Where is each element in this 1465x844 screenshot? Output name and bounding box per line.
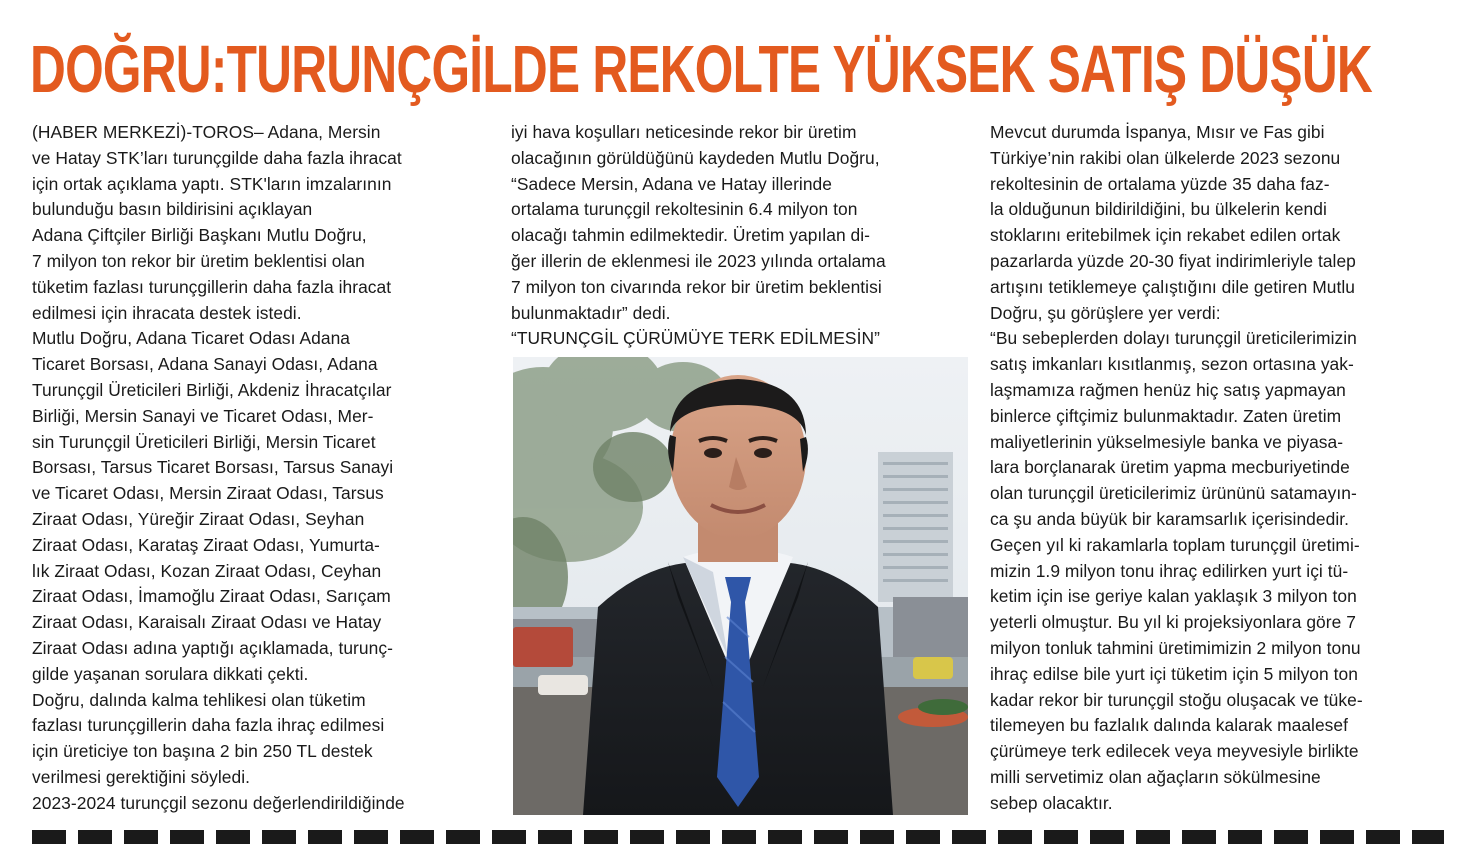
article-column-1 (32, 120, 502, 817)
paragraph: 2023-2024 turunçgil sezonu değerlendirildiğinde (32, 792, 405, 813)
paragraph: Mutlu Doğru, Adana Ticaret Odası Adana Ticaret Borsası, Adana Sanayi Odası, Adana Turunçgil Üreticileri Birliği, Akdeniz İhracatçılar Birliği, Mersin Sanayi ve Ticaret Odası, Mer- sin Turunçgil Üreticileri Birliği, Mersin Ticaret Borsası, Tarsus Ticaret Borsası, Tarsus Sanayi ve Ticaret Odası, Mersin Ziraat Odası, Tarsus Ziraat Odası, Yüreğir Ziraat Odası, Seyhan Ziraat Odası, Karataş Ziraat Odası, Yumurta- lık Ziraat Odası, Kozan Ziraat Odası, Ceyhan Ziraat Odası, İmamoğlu Ziraat Odası, Sarıçam Ziraat Odası, Karaisalı Ziraat Odası ve Hatay Ziraat Odası adına yaptığı açıklamada, turunç- gilde yaşanan sorulara dikkati çekti. (32, 328, 394, 684)
headline: DOĞRU:TURUNÇGİLDE REKOLTE YÜKSEK SATIŞ DÜŞÜK (30, 32, 1372, 107)
dashed-separator (32, 830, 1444, 844)
article-photo (513, 357, 968, 815)
subheading: “TURUNÇGİL ÇÜRÜMÜYE TERK EDİLMESİN” (511, 328, 880, 349)
paragraph: “Bu sebeplerden dolayı turunçgil üreticilerimizin satış imkanları kısıtlanmış, sezon ortasına yak- laşmamıza rağmen henüz hiç satış yapmayan binlerce çiftçimiz bulunmaktadır. Zaten üretim maliyetlerinin yükselmesiyle banka ve piyasa- lara borçlanarak üretim yapma mecburiyetinde olan turunçgil üreticilerimiz ürününü satamayın- ca şu anda büyük bir karamsarlık içerisindedir. Geçen yıl ki rakamlarla toplam turunçgil üretimi- mizin 1.9 milyon tonu ihraç edilirken yurt içi tü- ketim için ise geriye kalan yaklaşık 3 milyon ton yeterli olmuştur. Bu yıl ki projeksiyonlara göre 7 milyon tonluk tahmini üretimimizin 2 milyon tonu ihraç edilse bile yurt içi tüketim için 5 milyon ton kadar rekor bir turunçgil stoğu oluşacak ve tüke- tilemeyen bu fazlalık dalında kalarak maalesef çürümeye terk edilecek veya meyvesiyle birlikte milli servetimiz olan ağaçların sökülmesine sebep olacaktır. (990, 328, 1363, 813)
paragraph: (HABER MERKEZİ)-TOROS– Adana, Mersin ve Hatay STK’ları turunçgilde daha fazla ihracat için ortak açıklama yaptı. STK'ların imzalarının bulunduğu basın bildirisini açıklayan Adana Çiftçiler Birliği Başkanı Mutlu Doğru, 7 milyon ton rekor bir üretim beklentisi olan tüketim fazlası turunçgillerin daha fazla ihracat edilmesi için ihracata destek istedi. (32, 122, 402, 323)
paragraph: iyi hava koşulları neticesinde rekor bir üretim olacağının görüldüğünü kaydeden Mutlu Doğru, “Sadece Mersin, Adana ve Hatay illerinde ortalama turunçgil rekoltesinin 6.4 milyon ton olacağı tahmin edilmektedir. Üretim yapılan di- ğer illerin de eklenmesi ile 2023 yılında ortalama 7 milyon ton civarında rekor bir üretim beklentisi bulunmaktadır” dedi. (511, 122, 886, 323)
article-column-2 (511, 120, 981, 352)
paragraph: Doğru, dalında kalma tehlikesi olan tüketim fazlası turunçgillerin daha fazla ihraç edilmesi için üreticiye ton başına 2 bin 250 TL destek verilmesi gerektiğini söyledi. (32, 689, 385, 787)
article-column-3 (990, 120, 1450, 817)
paragraph: Mevcut durumda İspanya, Mısır ve Fas gibi Türkiye’nin rakibi olan ülkelerde 2023 sezonu rekoltesinin de ortalama yüzde 35 daha faz- la olduğunun bildirildiğini, bu ülkelerin kendi stoklarını eritebilmek için rekabet edilen ortak pazarlarda yüzde 20-30 fiyat indirimleriyle talep artışını tetiklemeye çalıştığını dile getiren Mutlu Doğru, şu görüşlere yer verdi: (990, 122, 1356, 323)
